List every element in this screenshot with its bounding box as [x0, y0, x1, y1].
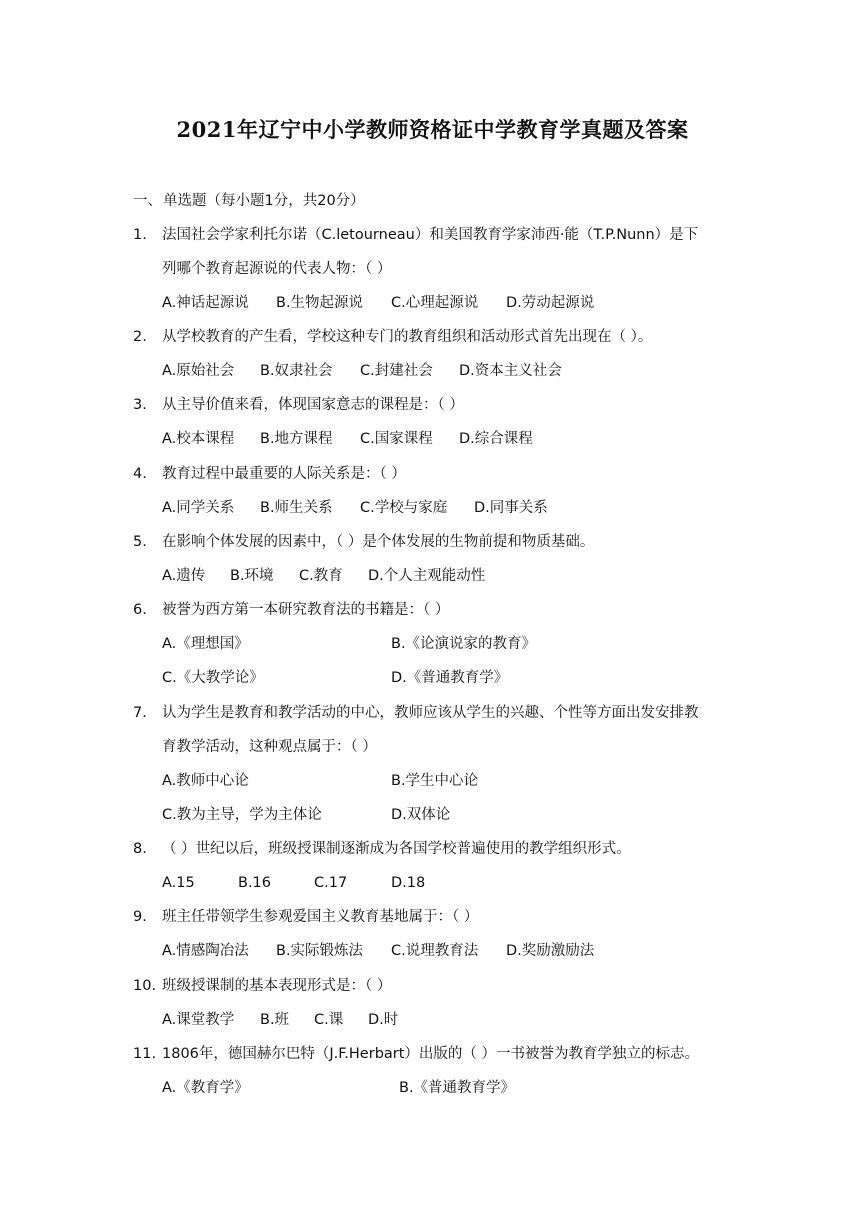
option-d: D.综合课程 [459, 431, 533, 447]
document-title: 2021年辽宁中小学教师资格证中学教育学真题及答案 [176, 117, 689, 142]
option-a: A.情感陶冶法 [162, 943, 249, 959]
option-d: D.《普通教育学》 [391, 670, 509, 686]
question-number: 9. [133, 909, 147, 925]
question-number: 8. [133, 841, 147, 857]
option-a: A.课堂教学 [162, 1012, 235, 1028]
option-b: B.环境 [230, 568, 274, 584]
question-number: 3. [133, 397, 147, 413]
question-stem: 列哪个教育起源说的代表人物：（ ） [162, 261, 392, 277]
question-stem: 1806年，德国赫尔巴特（J.F.Herbart）出版的（ ）一书被誉为教育学独立的标志。 [162, 1046, 700, 1062]
option-d: D.奖励激励法 [506, 943, 595, 959]
question-stem: 教育过程中最重要的人际关系是：（ ） [162, 466, 406, 482]
option-a: A.15 [162, 875, 195, 891]
option-c: C.17 [314, 875, 348, 891]
question-stem: 被誉为西方第一本研究教育法的书籍是：（ ） [162, 602, 450, 618]
option-b: B.生物起源说 [276, 295, 364, 311]
option-a: A.同学关系 [162, 500, 235, 516]
question-number: 10. [133, 978, 157, 994]
option-c: C.教育 [299, 568, 343, 584]
question-stem: 法国社会学家利托尔诺（C.letourneau）和美国教育学家沛西·能（T.P.Nunn）是下 [162, 227, 699, 243]
option-b: B.《普通教育学》 [399, 1080, 516, 1096]
question-number: 6. [133, 602, 147, 618]
option-a: A.校本课程 [162, 431, 235, 447]
option-d: D.时 [368, 1012, 399, 1028]
question-stem: 认为学生是教育和教学活动的中心，教师应该从学生的兴趣、个性等方面出发安排教 [162, 705, 699, 721]
option-c: C.说理教育法 [391, 943, 479, 959]
option-c: C.学校与家庭 [360, 500, 448, 516]
option-a: A.神话起源说 [162, 295, 249, 311]
option-c: C.国家课程 [360, 431, 433, 447]
question-stem: 从主导价值来看，体现国家意志的课程是：（ ） [162, 397, 464, 413]
option-b: B.16 [238, 875, 272, 891]
option-d: D.劳动起源说 [506, 295, 595, 311]
option-d: D.个人主观能动性 [368, 568, 486, 584]
option-b: B.师生关系 [260, 500, 333, 516]
option-d: D.18 [391, 875, 426, 891]
question-stem: 在影响个体发展的因素中，（ ）是个体发展的生物前提和物质基础。 [162, 534, 595, 550]
question-stem: 从学校教育的产生看，学校这种专门的教育组织和活动形式首先出现在（ ）。 [162, 329, 653, 345]
question-number: 7. [133, 705, 147, 721]
option-b: B.奴隶社会 [260, 363, 333, 379]
question-stem: 育教学活动，这种观点属于：（ ） [162, 739, 377, 755]
section-index: 一、 [133, 193, 162, 209]
question-number: 2. [133, 329, 147, 345]
option-c: C.课 [314, 1012, 344, 1028]
question-number: 5. [133, 534, 147, 550]
option-b: B.《论演说家的教育》 [391, 636, 537, 652]
option-d: D.资本主义社会 [459, 363, 562, 379]
option-d: D.双体论 [391, 807, 451, 823]
option-c: C.《大教学论》 [162, 670, 264, 686]
option-d: D.同事关系 [474, 500, 548, 516]
option-a: A.遗传 [162, 568, 206, 584]
question-number: 1. [133, 227, 147, 243]
option-a: A.教师中心论 [162, 773, 249, 789]
question-stem: 班级授课制的基本表现形式是：（ ） [162, 978, 392, 994]
option-b: B.地方课程 [260, 431, 333, 447]
option-c: C.心理起源说 [391, 295, 479, 311]
question-stem: （ ）世纪以后，班级授课制逐渐成为各国学校普遍使用的教学组织形式。 [162, 841, 631, 857]
option-c: C.教为主导，学为主体论 [162, 807, 322, 823]
option-a: A.《教育学》 [162, 1080, 249, 1096]
option-c: C.封建社会 [360, 363, 433, 379]
section-label: 单选题（每小题1分，共20分） [163, 193, 365, 209]
option-b: B.实际锻炼法 [276, 943, 364, 959]
option-a: A.《理想国》 [162, 636, 249, 652]
option-b: B.学生中心论 [391, 773, 479, 789]
question-stem: 班主任带领学生参观爱国主义教育基地属于：（ ） [162, 909, 479, 925]
option-a: A.原始社会 [162, 363, 235, 379]
question-number: 11. [133, 1046, 157, 1062]
question-number: 4. [133, 466, 147, 482]
option-b: B.班 [260, 1012, 290, 1028]
